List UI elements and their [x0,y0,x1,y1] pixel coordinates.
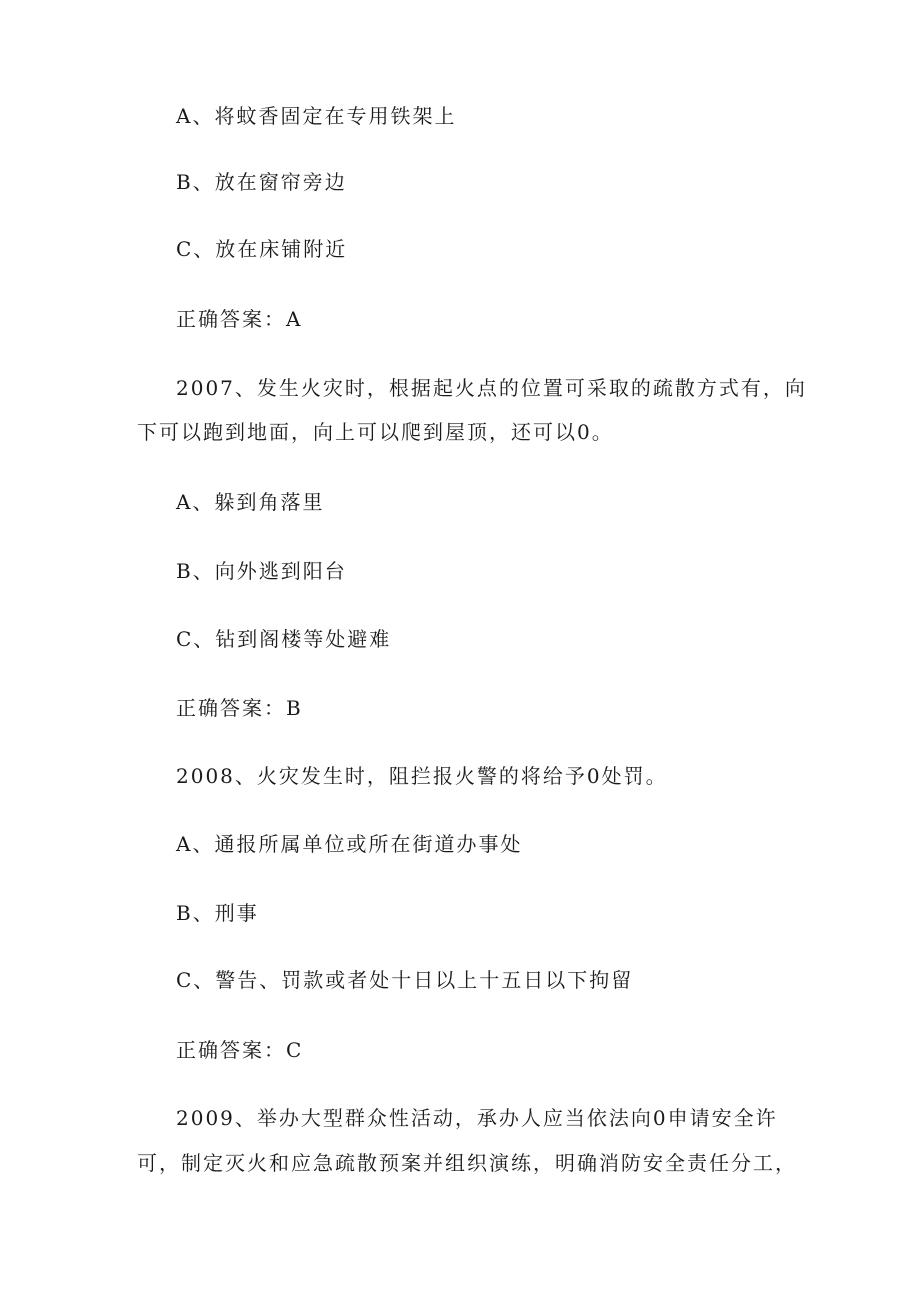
q2006-option-b: B、放在窗帘旁边 [176,170,347,194]
q2008-answer: 正确答案：C [176,1038,304,1062]
q2007-option-b: B、向外逃到阳台 [176,559,347,583]
q2008-option-b: B、刑事 [176,901,259,925]
q2006-answer: 正确答案：A [176,307,303,331]
q2007-question-line2: 下可以跑到地面，向上可以爬到屋顶，还可以0。 [137,420,614,444]
q2007-question-line1: 2007、发生火灾时，根据起火点的位置可采取的疏散方式有，向 [176,376,807,400]
q2006-option-c: C、放在床铺附近 [176,237,348,261]
q2007-option-a: A、躲到角落里 [176,490,325,514]
q2008-option-c: C、警告、罚款或者处十日以上十五日以下拘留 [176,968,634,992]
q2007-option-c: C、钻到阁楼等处避难 [176,627,392,651]
q2009-question-line2: 可，制定灭火和应急疏散预案并组织演练，明确消防安全责任分工， [137,1151,797,1175]
q2007-answer: 正确答案：B [176,696,303,720]
q2008-option-a: A、通报所属单位或所在街道办事处 [176,832,523,856]
q2009-question-line1: 2009、举办大型群众性活动，承办人应当依法向0申请安全许 [176,1106,778,1130]
q2008-question: 2008、火灾发生时，阻拦报火警的将给予0处罚。 [176,764,668,788]
q2006-option-a: A、将蚊香固定在专用铁架上 [176,104,457,128]
